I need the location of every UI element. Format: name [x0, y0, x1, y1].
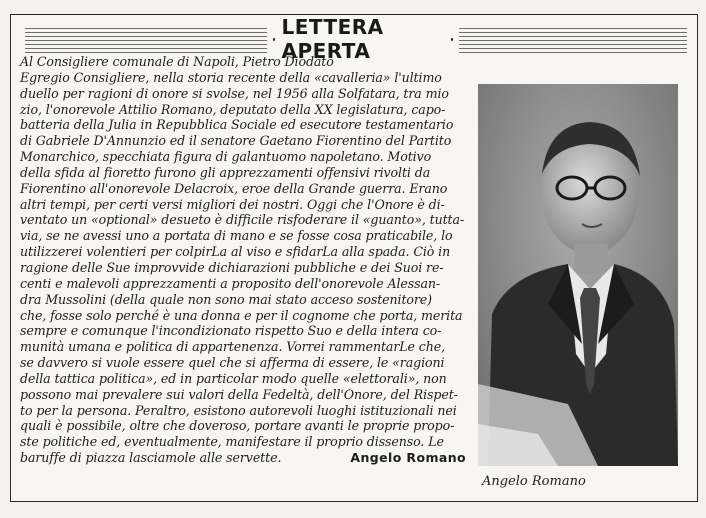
- letter-line: dra Mussolini (della quale non sono mai stato acceso sostenitore): [20, 291, 432, 307]
- letter-last-line: baruffe di piazza lasciamole alle servette.: [20, 450, 282, 466]
- letter-line: centi e malevoli apprezzamenti a proposito dell'onorevole Alessan-: [20, 275, 441, 291]
- portrait-photo: [478, 84, 678, 466]
- letter-line: se davvero si vuole essere quel che si afferma di essere, le «ragioni: [20, 355, 445, 371]
- article-heading: [267, 15, 459, 63]
- letter-line: Al Consigliere comunale di Napoli, Pietro Diodato: [20, 54, 334, 69]
- letter-closing: [20, 450, 470, 466]
- header-rule-left: [25, 25, 267, 53]
- letter-line: batteria della Julia in Repubblica Sociale ed esecutore testamentario: [20, 117, 454, 133]
- portrait-image: [478, 84, 678, 466]
- header-rule-right: [459, 25, 687, 53]
- letter-line: della sfida al fioretto furono gli apprezzamenti offensivi rivolti da: [20, 164, 431, 180]
- letter-line: quali è possibile, oltre che doveroso, portare avanti le proprie propo-: [20, 418, 455, 434]
- heading-bullet-right: [451, 38, 453, 41]
- letter-body: [20, 54, 470, 466]
- article-title: LETTERA APERTA: [281, 15, 384, 63]
- letter-line: ventato un «optional» desueto è difficile risfoderare il «guanto», tutta-: [20, 212, 465, 228]
- letter-line: Egregio Consigliere, nella storia recente della «cavalleria» l'ultimo: [20, 69, 442, 85]
- letter-line: di Gabriele D'Annunzio ed il senatore Gaetano Fiorentino del Partito: [20, 133, 452, 149]
- letter-line: ragione delle Sue improvvide dichiarazioni pubbliche e dei Suoi re-: [20, 259, 444, 275]
- photo-caption: Angelo Romano: [482, 474, 586, 489]
- heading-bullet-left: [273, 38, 275, 41]
- letter-line: altri tempi, per certi versi migliori dei nostri. Oggi che l'Onore è di-: [20, 196, 445, 212]
- letter-line: Monarchico, specchiata figura di galantuomo napoletano. Motivo: [20, 149, 432, 165]
- letter-line: to per la persona. Peraltro, esistono autorevoli luoghi istituzionali nei: [20, 402, 457, 418]
- letter-line: possono mai prevalere sui valori della Fedeltà, dell'Onore, del Rispet-: [20, 386, 458, 402]
- letter-line: che, fosse solo perché è una donna e per il cognome che porta, merita: [20, 307, 463, 323]
- letter-line: Fiorentino all'onorevole Delacroix, eroe della Grande guerra. Erano: [20, 180, 448, 196]
- letter-line: ste politiche ed, eventualmente, manifestare il proprio dissenso. Le: [20, 434, 444, 450]
- letter-line: utilizzerei volentieri per colpirLa al viso e sfidarLa alla spada. Ciò in: [20, 244, 451, 260]
- letter-line: della tattica politica», ed in particolar modo quelle «elettorali», non: [20, 370, 447, 386]
- letter-line: duello per ragioni di onore si svolse, nel 1956 alla Solfatara, tra mio: [20, 85, 449, 101]
- letter-line: sempre e comunque l'incondizionato rispetto Suo e della intera co-: [20, 323, 442, 339]
- letter-line: munità umana e politica di appartenenza. Vorrei rammentarLe che,: [20, 339, 445, 355]
- letter-signature: Angelo Romano: [350, 450, 466, 466]
- letter-line: zio, l'onorevole Attilio Romano, deputato della XX legislatura, capo-: [20, 101, 446, 117]
- letter-line: via, se ne avessi uno a portata di mano e se fosse cosa praticabile, lo: [20, 228, 453, 244]
